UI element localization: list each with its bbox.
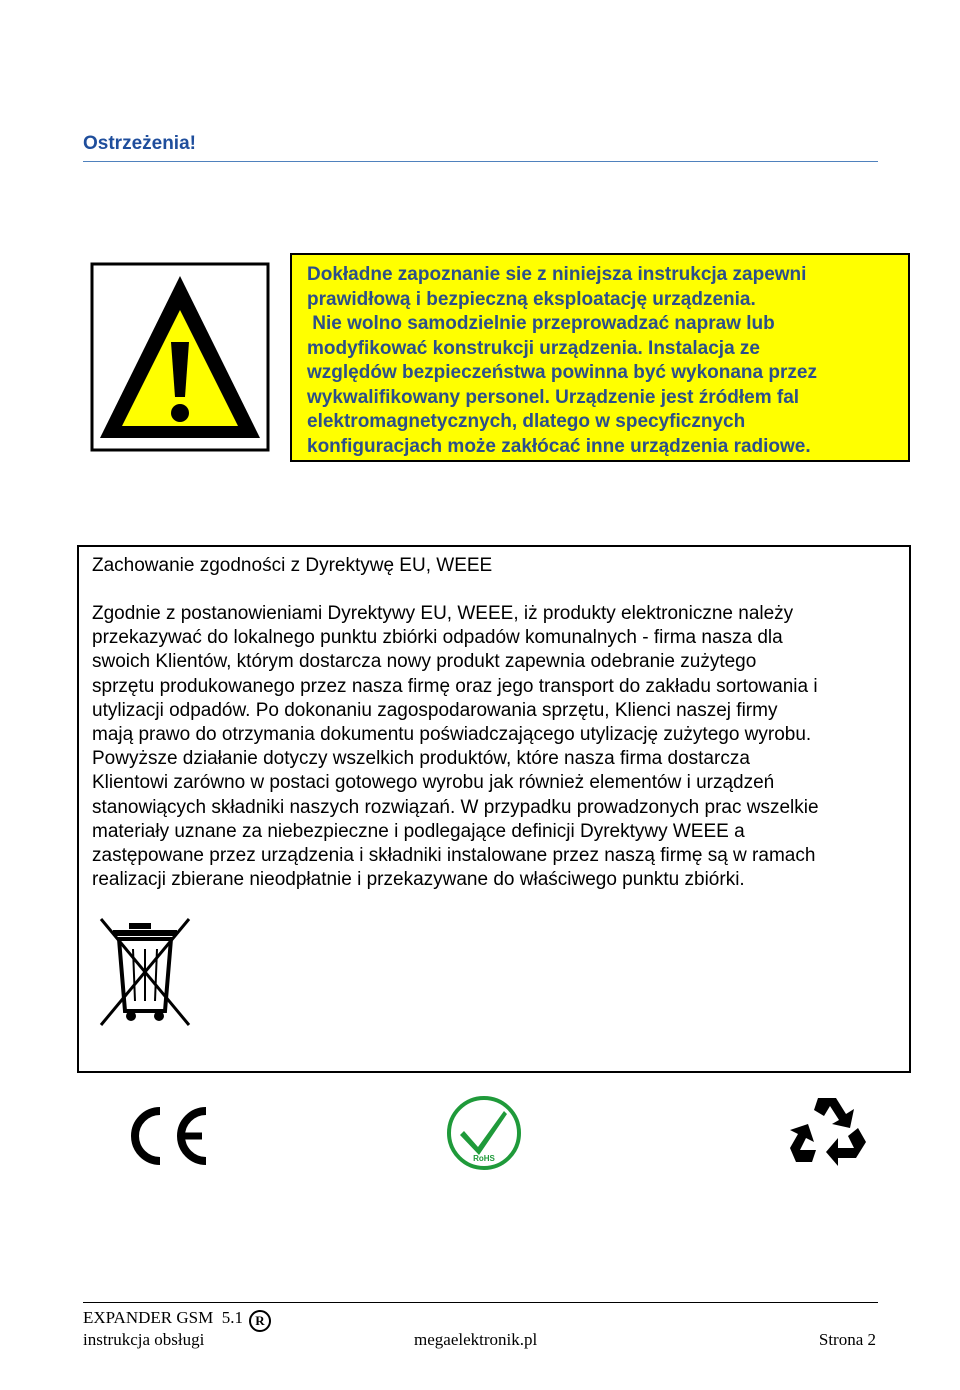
weee-line: stanowiących składniki naszych rozwiązań. W przypadku prowadzonych prac wszelkie [92, 796, 819, 818]
warning-line: konfiguracjach może zakłócać inne urządzenia radiowe. [307, 435, 811, 457]
warning-line: prawidłową i bezpieczną eksploatację urządzenia. [307, 288, 756, 310]
footer-rule [83, 1302, 878, 1303]
warning-line: wykwalifikowany personel. Urządzenie jest źródłem fal [307, 386, 800, 408]
weee-line: Zgodnie z postanowieniami Dyrektywy EU, WEEE, iż produkty elektroniczne należy [92, 603, 794, 624]
rohs-icon [446, 1095, 522, 1171]
weee-line: swoich Klientów, którym dostarcza nowy produkt zapewnia odebranie zużytego [92, 651, 757, 673]
footer-doc-title: instrukcja obsługi [83, 1330, 205, 1349]
warning-line: Dokładne zapoznanie sie z niniejsza instrukcja zapewni [307, 264, 807, 285]
weee-title: Zachowanie zgodności z Dyrektywę EU, WEEE [92, 555, 493, 576]
weee-line: utylizacji odpadów. Po dokonaniu zagospodarowania sprzętu, Klienci naszej firmy [92, 699, 778, 721]
footer-site: megaelektronik.pl [414, 1330, 538, 1349]
recycle-icon [788, 1092, 868, 1168]
heading-rule [83, 161, 878, 162]
footer-page-number: Strona 2 [818, 1330, 876, 1349]
weee-line: materiały uznane za niebezpieczne i podlegające definicji Dyrektywy WEEE a [92, 820, 745, 842]
weee-line: zastępowane przez urządzenia i składniki instalowane przez naszą firmę są w ramach [92, 845, 816, 867]
warning-triangle-icon [90, 262, 270, 452]
weee-line: realizacji zbierane nieodpłatnie i przekazywane do właściwego punktu zbiórki. [92, 869, 745, 891]
crossed-bin-icon [95, 915, 195, 1030]
weee-box [77, 545, 911, 1073]
warning-line: elektromagnetycznych, dlatego w specyficznych [307, 411, 746, 432]
weee-body [92, 602, 902, 892]
ce-mark-icon [122, 1104, 210, 1168]
warning-box [290, 253, 910, 462]
registered-mark-icon: R [249, 1310, 271, 1332]
footer-product-name: EXPANDER GSM 5.1 [83, 1308, 243, 1327]
footer-product [83, 1308, 271, 1332]
warning-line: względów bezpieczeństwa powinna być wykonana przez [307, 362, 817, 383]
weee-line: mają prawo do otrzymania dokumentu poświadczającego utylizację zużytego wyrobu. [92, 724, 812, 746]
weee-line: Klientowi zarówno w postaci gotowego wyrobu jak również elementów i urządzeń [92, 772, 775, 794]
page-heading: Ostrzeżenia! [83, 133, 196, 154]
weee-line: Powyższe działanie dotyczy wszelkich produktów, które nasza firma dostarcza [92, 748, 750, 770]
warning-line: modyfikować konstrukcji urządzenia. Instalacja ze [307, 337, 760, 359]
rohs-label: RoHS [473, 1154, 495, 1163]
weee-line: sprzętu produkowanego przez nasza firmę oraz jego transport do zakładu sortowania i [92, 675, 818, 697]
warning-line: Nie wolno samodzielnie przeprowadzać napraw lub [307, 313, 775, 334]
weee-line: przekazywać do lokalnego punktu zbiórki odpadów komunalnych - firma nasza dla [92, 627, 783, 649]
